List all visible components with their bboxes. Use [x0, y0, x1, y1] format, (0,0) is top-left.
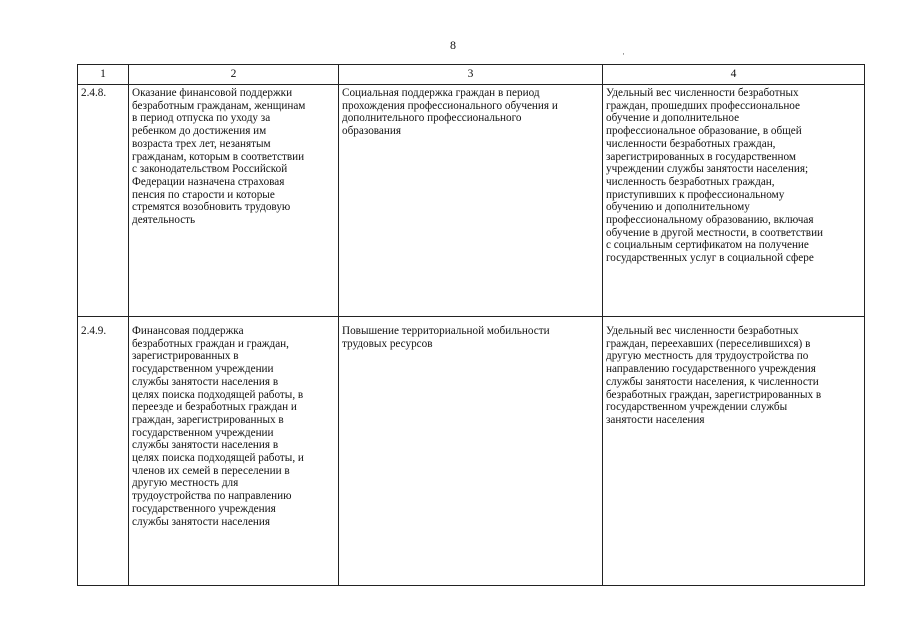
goal-text: Повышение территориальной мобильности трудовых ресурсов: [342, 325, 550, 350]
row-number-cell: [78, 85, 129, 317]
indicator-cell: [603, 85, 865, 317]
row-number: 2.4.9.: [81, 325, 107, 337]
table-row: [78, 85, 865, 317]
column-header-2: 2: [129, 65, 339, 85]
indicator-text: Удельный вес численности безработных граждан, переехавших (переселившихся) в другую местность для трудоустройства по направлению государственного учреждения службы занятости населения, к численности безработных граждан, зарегистрированных в государственном учреждении службы занятости населения: [606, 325, 822, 426]
column-header-1: 1: [78, 65, 129, 85]
row-number-cell: [78, 317, 129, 586]
measure-text: Финансовая поддержка безработных граждан и граждан, зарегистрированных в государственном учреждении службы занятости населения в целях поиска подходящей работы, в переезде и безработных граждан и граждан, зарегистрированных в государственном учреждении службы занятости населения в целях поиска подходящей работы, и членов их семей в переселении в другую местность для трудоустройства по направлению государственного учреждения службы занятости населения: [132, 325, 304, 528]
measure-text: Оказание финансовой поддержки безработным гражданам, женщинам в период отпуска по уходу за ребенком до достижения им возраста трех лет, незанятым гражданам, которым в соответствии с законодательством Российской Федерации назначена страховая пенсия по старости и которые стремятся возобновить трудовую деятельность: [132, 87, 306, 227]
column-header-4: 4: [603, 65, 865, 85]
measure-cell: [129, 85, 339, 317]
table-row: [78, 317, 865, 586]
table-header-row: [78, 65, 865, 85]
indicator-cell: [603, 317, 865, 586]
row-number: 2.4.8.: [81, 87, 107, 99]
goal-cell: [339, 85, 603, 317]
goal-text: Социальная поддержка граждан в период прохождения профессионального обучения и дополнительного профессионального образования: [342, 87, 558, 138]
goal-cell: [339, 317, 603, 586]
column-header-3: 3: [339, 65, 603, 85]
program-measures-table: [77, 64, 865, 586]
scan-mark: ·: [622, 49, 625, 59]
page-number: 8: [450, 38, 456, 52]
measure-cell: [129, 317, 339, 586]
indicator-text: Удельный вес численности безработных граждан, прошедших профессиональное обучение и дополнительное профессиональное образование, в общей численности безработных граждан, зарегистрированных в государственном учреждении службы занятости населения; численность безработных граждан, приступивших к профессиональному обучению и дополнительному профессиональному образованию, включая обучение в другой местности, в соответствии с социальным сертификатом на получение государственных услуг в социальной сфере: [606, 87, 824, 265]
